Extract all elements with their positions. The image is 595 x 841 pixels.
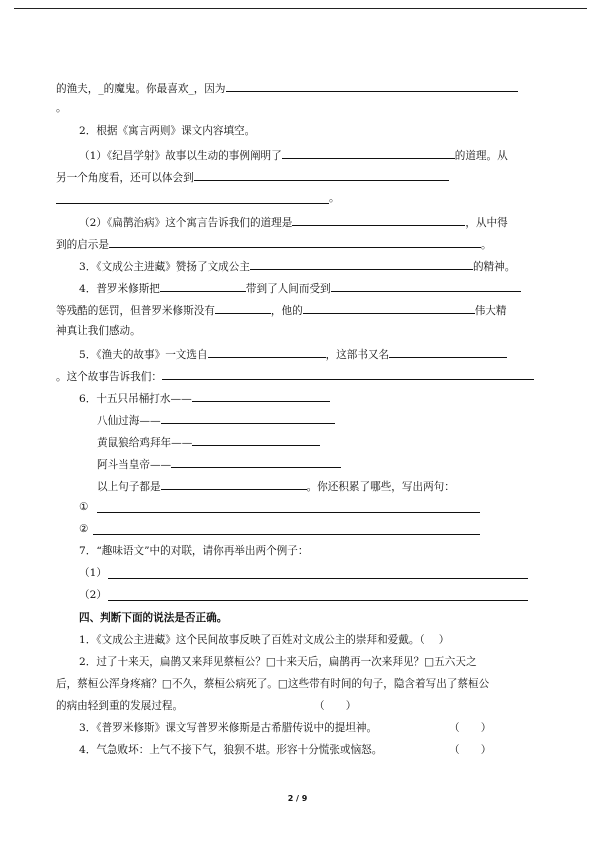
text-line: 黄鼠狼给鸡拜年—— — [97, 434, 320, 450]
text-line: 5．《渔夫的故事》一文选自 ，这部书又名 — [79, 346, 507, 362]
answer-paren: （ ） — [449, 722, 492, 734]
text-line: 以上句子都是 。你还积累了哪些，写出两句： — [97, 478, 455, 494]
question-7-heading: 7．“趣味语文”中的对联，请你再举出两个例子： — [79, 545, 309, 557]
text-line: 6．十五只吊桶打水—— — [79, 390, 330, 406]
text-line: 。 — [56, 102, 67, 114]
text-line: 阿斗当皇帝—— — [97, 456, 341, 472]
text-line: （2） — [79, 589, 107, 601]
section-4-heading: 四、判断下面的说法是否正确。 — [79, 612, 228, 624]
text-line: 后，蔡桓公浑身疼痛？□不久，蔡桓公病死了。□这些带有时间的句子，隐含着写出了蔡桓公 — [56, 678, 490, 690]
judge-item-1: 1．《文成公主进藏》这个民间故事反映了百姓对文成公主的崇拜和爱戴。（ ） — [79, 634, 450, 646]
blank — [161, 478, 307, 490]
blank-line — [108, 578, 528, 579]
text-line: （1） — [79, 567, 107, 579]
text-line: 4．普罗米修斯把 带到了人间而受到 — [79, 280, 521, 296]
text-line: 等残酷的惩罚，但普罗米修斯没有 ，他的 伟大精 — [56, 302, 506, 318]
text-line: ① — [79, 501, 89, 513]
blank — [160, 280, 246, 292]
blank — [194, 169, 449, 181]
judge-item-3: 3．《普罗米修斯》课文写普罗米修斯是古希腊传说中的提坦神。 — [79, 722, 378, 734]
blank — [250, 258, 473, 270]
blank — [208, 346, 326, 358]
text-line — [56, 80, 518, 96]
blank — [331, 280, 521, 292]
judge-item-2: 2．过了十来天，扁鹊又来拜见蔡桓公？□十来天后，扁鹊再一次来拜见？□五六天之 — [79, 656, 477, 668]
line-text: 的渔夫，_的魔鬼。你最喜欢_，因为 — [56, 83, 226, 95]
text-line: 另一个角度看，还可以体会到 — [56, 169, 449, 185]
text-line: 。 — [329, 192, 340, 204]
page-number: 2 / 9 — [287, 794, 308, 803]
blank — [109, 236, 481, 248]
answer-paren: （ ） — [314, 700, 357, 712]
text-line: 到的启示是 。 — [56, 236, 492, 252]
text-line: 的病由轻到重的发展过程。 — [56, 700, 184, 712]
blank — [192, 434, 320, 446]
blank — [282, 147, 455, 159]
blank — [226, 80, 518, 92]
blank-line — [108, 600, 528, 601]
answer-paren: （ ） — [449, 744, 492, 756]
text-line: （1）《纪昌学射》故事以生动的事例阐明了 的道理。从 — [79, 147, 508, 163]
text-line: 3．《文成公主进藏》赞扬了文成公主 的精神。 — [79, 258, 515, 274]
text-line: 神真让我们感动。 — [56, 325, 141, 337]
text-line: ② — [79, 523, 89, 535]
blank — [292, 214, 465, 226]
blank — [192, 390, 330, 402]
header-rule — [14, 8, 587, 9]
question-2-heading: 2．根据《寓言两则》课文内容填空。 — [79, 125, 256, 137]
blank-line — [97, 512, 480, 513]
blank — [171, 456, 341, 468]
judge-item-4: 4．气急败坏：上气不接下气，狼狈不堪。形容十分慌张或恼怒。 — [79, 744, 383, 756]
blank — [161, 412, 335, 424]
blank — [162, 368, 534, 380]
blank — [215, 302, 271, 314]
blank-line — [93, 534, 480, 535]
blank — [303, 302, 475, 314]
text-line: （2）《扁鹊治病》这个寓言告诉我们的道理是 ，从中得 — [79, 214, 508, 230]
text-line: 。这个故事告诉我们： — [56, 368, 534, 384]
text-line: 八仙过海—— — [97, 412, 335, 428]
blank — [389, 346, 507, 358]
blank-line — [56, 203, 329, 204]
